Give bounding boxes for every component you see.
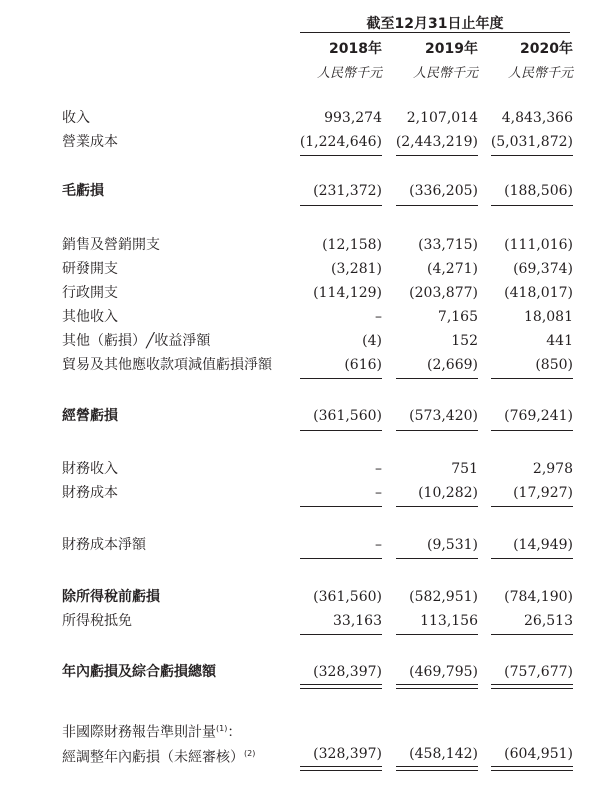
row-label: 其他收入 bbox=[62, 309, 118, 325]
value-2018: (616) bbox=[344, 357, 382, 373]
row-label-suffix: ： bbox=[227, 724, 242, 741]
row-label bbox=[62, 718, 241, 744]
value-2018: – bbox=[375, 485, 382, 501]
underline bbox=[491, 506, 573, 507]
value-2019: 751 bbox=[451, 461, 478, 477]
table-row-cost-of-sales bbox=[0, 131, 599, 153]
underline bbox=[396, 506, 478, 507]
value-2020: 441 bbox=[546, 333, 573, 349]
underline bbox=[300, 378, 382, 379]
value-2018: (361,560) bbox=[313, 589, 382, 605]
value-2020: 18,081 bbox=[524, 309, 573, 325]
underline bbox=[491, 378, 573, 379]
value-2018: – bbox=[375, 537, 382, 553]
double-underline bbox=[491, 766, 573, 771]
row-label: 財務收入 bbox=[62, 461, 118, 477]
value-2018: – bbox=[375, 461, 382, 477]
value-2020: (757,677) bbox=[504, 664, 573, 680]
footnote-marker: (1) bbox=[216, 724, 228, 733]
row-label: 財務成本 bbox=[62, 485, 118, 501]
row-label-text: 經調整年內虧損（未經審核） bbox=[62, 749, 244, 766]
row-label: 除所得稅前虧損 bbox=[62, 589, 160, 605]
value-2018: – bbox=[375, 309, 382, 325]
value-2020: (850) bbox=[535, 357, 573, 373]
underline bbox=[300, 506, 382, 507]
table-row-finance-costs bbox=[0, 482, 599, 504]
table-row-impairment-losses bbox=[0, 354, 599, 376]
value-2018: (231,372) bbox=[313, 183, 382, 199]
value-2019: (458,142) bbox=[409, 746, 478, 762]
table-row-total-loss bbox=[0, 661, 599, 683]
table-row-non-ifrs-heading bbox=[0, 718, 599, 740]
table-row-finance-income bbox=[0, 458, 599, 480]
table-row-other-gains bbox=[0, 330, 599, 352]
underline bbox=[300, 155, 382, 156]
value-2018: 993,274 bbox=[324, 110, 382, 126]
value-2020: (188,506) bbox=[504, 183, 573, 199]
value-2020: (784,190) bbox=[504, 589, 573, 605]
value-2020: (604,951) bbox=[504, 746, 573, 762]
double-underline bbox=[396, 766, 478, 771]
unit-2019: 人民幣千元 bbox=[412, 66, 478, 81]
value-2018: (328,397) bbox=[313, 746, 382, 762]
table-row-admin-expenses bbox=[0, 282, 599, 304]
value-2020: (69,374) bbox=[513, 261, 573, 277]
period-header-rule bbox=[300, 32, 570, 33]
unit-2018: 人民幣千元 bbox=[316, 66, 382, 81]
underline bbox=[491, 155, 573, 156]
footnote-marker: (2) bbox=[244, 749, 256, 758]
period-header: 截至12月31日止年度 bbox=[366, 16, 504, 32]
table-row-adjusted-loss bbox=[0, 743, 599, 765]
value-2019: 113,156 bbox=[420, 613, 478, 629]
value-2020: 2,978 bbox=[532, 461, 573, 477]
value-2019: (2,669) bbox=[426, 357, 478, 373]
value-2019: (203,877) bbox=[409, 285, 478, 301]
table-row-loss-before-tax bbox=[0, 586, 599, 608]
value-2019: (10,282) bbox=[418, 485, 478, 501]
underline bbox=[491, 430, 573, 431]
underline bbox=[396, 430, 478, 431]
value-2019: 152 bbox=[451, 333, 478, 349]
row-label: 收入 bbox=[62, 110, 90, 126]
row-label bbox=[62, 743, 255, 769]
value-2019: (4,271) bbox=[426, 261, 478, 277]
unit-2020: 人民幣千元 bbox=[507, 66, 573, 81]
underline bbox=[491, 634, 573, 635]
value-2020: (14,949) bbox=[513, 537, 573, 553]
double-underline bbox=[396, 684, 478, 689]
value-2020: (17,927) bbox=[513, 485, 573, 501]
underline bbox=[396, 634, 478, 635]
table-row-net-finance-costs bbox=[0, 534, 599, 556]
table-row-selling-expenses bbox=[0, 234, 599, 256]
table-row-income-tax-credit bbox=[0, 610, 599, 632]
value-2019: (582,951) bbox=[409, 589, 478, 605]
row-label: 所得稅抵免 bbox=[62, 613, 132, 629]
value-2020: 4,843,366 bbox=[501, 110, 573, 126]
table-row-operating-loss bbox=[0, 405, 599, 427]
year-2020-header: 2020年 bbox=[520, 41, 573, 57]
value-2019: (2,443,219) bbox=[395, 134, 478, 150]
value-2019: 7,165 bbox=[437, 309, 478, 325]
underline bbox=[396, 155, 478, 156]
row-label-text: 非國際財務報告準則計量 bbox=[62, 724, 216, 741]
underline bbox=[300, 558, 382, 559]
value-2020: (111,016) bbox=[504, 237, 573, 253]
value-2020: (418,017) bbox=[504, 285, 573, 301]
underline bbox=[396, 558, 478, 559]
row-label: 貿易及其他應收款項減值虧損淨額 bbox=[62, 357, 272, 373]
underline bbox=[300, 634, 382, 635]
row-label: 年內虧損及綜合虧損總額 bbox=[62, 664, 216, 680]
value-2018: (1,224,646) bbox=[299, 134, 382, 150]
row-label: 毛虧損 bbox=[62, 183, 104, 199]
value-2018: (12,158) bbox=[322, 237, 382, 253]
value-2018: (361,560) bbox=[313, 408, 382, 424]
value-2019: 2,107,014 bbox=[406, 110, 478, 126]
underline bbox=[300, 205, 382, 206]
value-2018: (328,397) bbox=[313, 664, 382, 680]
table-row-gross-loss bbox=[0, 180, 599, 202]
row-label: 銷售及營銷開支 bbox=[62, 237, 160, 253]
year-2019-header: 2019年 bbox=[425, 41, 478, 57]
value-2018: 33,163 bbox=[333, 613, 382, 629]
underline bbox=[300, 430, 382, 431]
double-underline bbox=[300, 684, 382, 689]
underline bbox=[396, 205, 478, 206]
value-2019: (336,205) bbox=[409, 183, 478, 199]
row-label: 財務成本淨額 bbox=[62, 537, 146, 553]
value-2019: (573,420) bbox=[409, 408, 478, 424]
double-underline bbox=[300, 766, 382, 771]
value-2018: (114,129) bbox=[313, 285, 382, 301]
underline bbox=[491, 558, 573, 559]
table-row-rd-expenses bbox=[0, 258, 599, 280]
row-label: 行政開支 bbox=[62, 285, 118, 301]
table-row-revenue bbox=[0, 107, 599, 129]
double-underline bbox=[491, 684, 573, 689]
row-label: 其他（虧損）╱收益淨額 bbox=[62, 333, 211, 349]
row-label: 研發開支 bbox=[62, 261, 118, 277]
value-2020: (5,031,872) bbox=[490, 134, 573, 150]
table-row-other-income bbox=[0, 306, 599, 328]
row-label: 營業成本 bbox=[62, 134, 118, 150]
underline bbox=[396, 378, 478, 379]
value-2019: (33,715) bbox=[418, 237, 478, 253]
value-2019: (469,795) bbox=[409, 664, 478, 680]
underline bbox=[491, 205, 573, 206]
year-2018-header: 2018年 bbox=[329, 41, 382, 57]
value-2018: (3,281) bbox=[330, 261, 382, 277]
value-2019: (9,531) bbox=[426, 537, 478, 553]
row-label: 經營虧損 bbox=[62, 408, 118, 424]
value-2020: (769,241) bbox=[504, 408, 573, 424]
value-2018: (4) bbox=[362, 333, 382, 349]
value-2020: 26,513 bbox=[524, 613, 573, 629]
